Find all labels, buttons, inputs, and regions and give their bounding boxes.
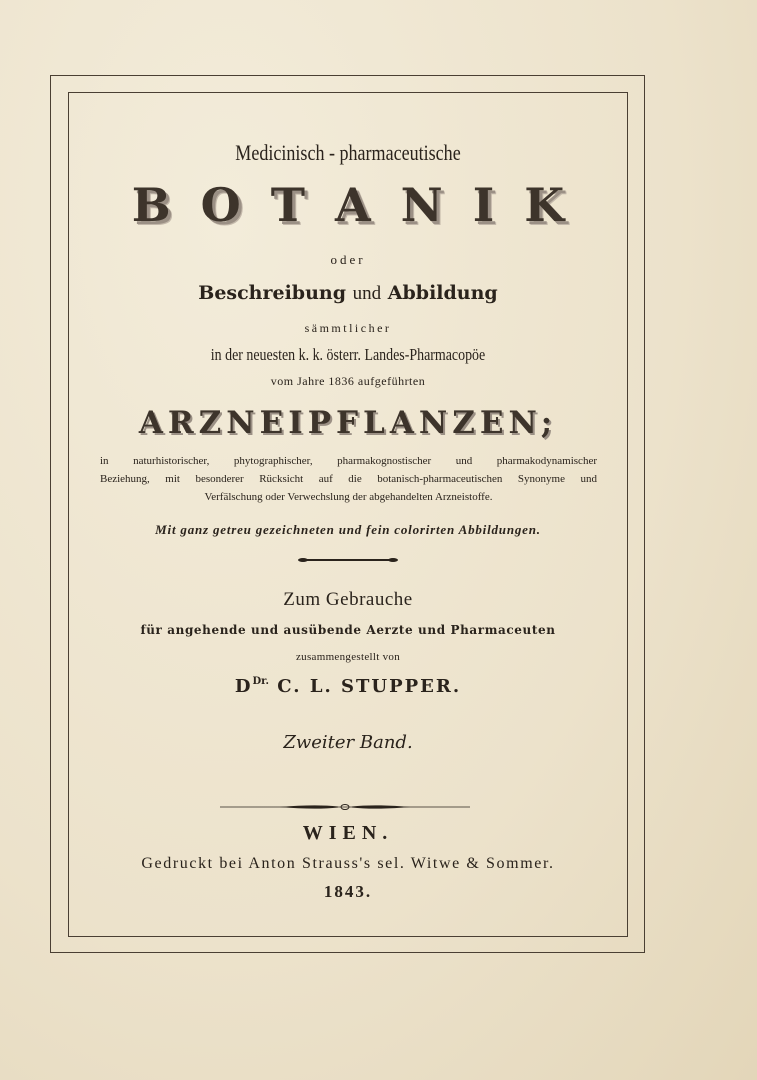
volume-label: Zweiter Band. (283, 732, 413, 753)
line-saemmtlicher: sämmtlicher (304, 321, 392, 335)
description-line: Verfälschung oder Verwechslung der abgehandelten Arzneistoffe. (204, 491, 493, 503)
line-oder: oder (330, 252, 366, 267)
word-beschreibung: Beschreibung (198, 282, 347, 304)
line-vom-jahre: vom Jahre 1836 aufgeführten (270, 374, 426, 388)
line-pharmacopoe: in der neuesten k. k. österr. Landes-Pharmacopöe (210, 345, 486, 364)
title-letter: O (200, 178, 241, 232)
title-letter: I (472, 178, 495, 232)
title-letter: B (131, 178, 171, 232)
description-paragraph (100, 452, 597, 506)
imprint-printer: Gedruckt bei Anton Strauss's sel. Witwe & Sommer. (141, 855, 555, 872)
author-name: C. L. STUPPER. (277, 676, 462, 697)
imprint-city: WIEN. (302, 822, 394, 844)
line-abbildungen-note: Mit ganz getreu gezeichneten und fein colorirten Abbildungen. (155, 522, 541, 537)
subtitle-medicinisch: Medicinisch - pharmaceutische (235, 140, 461, 165)
author-line (68, 676, 628, 697)
description-line: in naturhistorischer, phytographischer, pharmakognostischer und pharmakodynamischer (100, 455, 597, 467)
ornamental-rule-lower (220, 803, 470, 811)
description-line: Beziehung, mit besonderer Rücksicht auf die botanisch-pharmaceutischen Synonyme und (100, 473, 597, 485)
author-prefix-sup: Dr. (252, 676, 269, 687)
word-und: und (352, 283, 382, 304)
title-letter: K (524, 178, 565, 232)
line-zum-gebrauche: Zum Gebrauche (283, 589, 413, 610)
title-letter: N (400, 178, 443, 232)
word-abbildung: Abbildung (387, 282, 498, 304)
main-title-botanik (68, 178, 628, 232)
line-zusammengestellt: zusammengestellt von (295, 651, 401, 663)
title-letter: A (334, 178, 371, 232)
title-arzneipflanzen: ARZNEIPFLANZEN; (138, 405, 558, 441)
line-beschreibung-abbildung (68, 282, 628, 305)
imprint-year: 1843. (323, 882, 373, 901)
author-prefix: $D^{Dr.}$ (234, 676, 269, 697)
ornamental-rule-upper (302, 559, 394, 561)
title-letter: T (270, 178, 305, 232)
line-audience: für angehende und ausübende Aerzte und Pharmaceuten (140, 623, 556, 637)
